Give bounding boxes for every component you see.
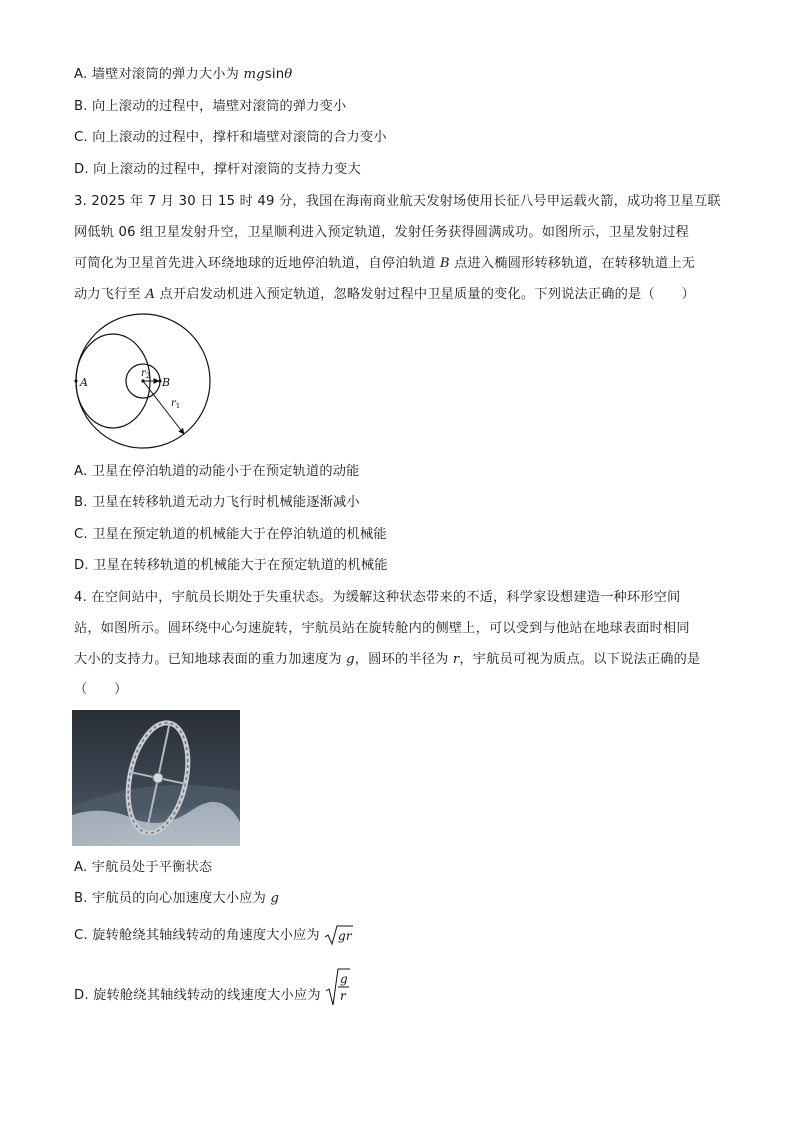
q4-option-b-text: B. 宇航员的向心加速度大小应为 xyxy=(74,891,271,906)
q4-stem-line3-b: ，圆环的半径为 xyxy=(354,652,453,667)
q4-stem-line3-a: 大小的支持力。已知地球表面的重力加速度为 xyxy=(74,652,347,667)
q2-option-a-text: A. 墙壁对滚筒的弹力大小为 xyxy=(74,67,244,82)
label-r2: $r_2$ xyxy=(141,368,151,380)
q4-symbol-g: g xyxy=(346,652,355,667)
q3-stem-line4-b: 点开启发动机进入预定轨道，忽略发射过程中卫星质量的变化。下列说法正确的是（ ） xyxy=(155,287,695,302)
fraction-denominator: r xyxy=(340,989,347,1003)
label-b: B xyxy=(162,376,171,389)
q4-option-b-g: g xyxy=(270,891,280,906)
label-r1: $r_1$ xyxy=(171,398,181,410)
q4-stem-line4: （ ） xyxy=(74,682,128,697)
point-a-dot xyxy=(74,379,77,382)
q3-stem-line3-b: 点进入椭圆形转移轨道，在转移轨道上无 xyxy=(449,256,696,271)
q2-option-a-theta: θ xyxy=(284,67,293,82)
q2-option-b: B. 向上滚动的过程中，墙壁对滚筒的弹力变小 xyxy=(74,99,347,114)
q3-stem-line3-a: 可简化为卫星首先进入环绕地球的近地停泊轨道，自停泊轨道 xyxy=(74,256,440,271)
fraction-numerator: g xyxy=(340,972,349,986)
q4-option-c-text: C. 旋转舱绕其轴线转动的角速度大小应为 xyxy=(74,928,325,943)
q4-option-d-text: D. 旋转舱绕其轴线转动的线速度大小应为 xyxy=(74,988,326,1003)
space-station-image xyxy=(72,710,240,846)
q4-option-c xyxy=(74,924,354,948)
q3-stem-line3 xyxy=(74,254,695,274)
sqrt-g-over-r xyxy=(325,967,351,1007)
q2-option-a xyxy=(74,65,292,85)
q2-option-c: C. 向上滚动的过程中，撑杆和墙壁对滚筒的合力变小 xyxy=(74,130,387,145)
q4-option-a: A. 宇航员处于平衡状态 xyxy=(74,860,213,875)
q3-option-b: B. 卫星在转移轨道无动力飞行时机械能逐渐减小 xyxy=(74,495,360,510)
q3-point-a: A xyxy=(145,287,156,302)
q3-option-d: D. 卫星在转移轨道的机械能大于在预定轨道的机械能 xyxy=(74,558,388,573)
q4-symbol-r: r xyxy=(452,652,460,667)
q4-stem-line3-c: ，宇航员可视为质点。以下说法正确的是 xyxy=(459,652,701,667)
q3-stem-line4-a: 动力飞行至 xyxy=(74,287,146,302)
q3-stem-line4 xyxy=(74,285,695,305)
q4-stem-line2: 站，如图所示。圆环绕中心匀速旋转，宇航员站在旋转舱内的侧壁上，可以受到与他站在地球表面时相同 xyxy=(74,621,690,636)
q4-stem-line1: 4. 在空间站中，宇航员长期处于失重状态。为缓解这种状态带来的不适，科学家设想建造一种环形空间 xyxy=(74,590,681,605)
q3-option-a: A. 卫星在停泊轨道的动能小于在预定轨道的动能 xyxy=(74,464,360,479)
orbit-diagram xyxy=(72,310,214,452)
q3-option-c: C. 卫星在预定轨道的机械能大于在停泊轨道的机械能 xyxy=(74,527,387,542)
q3-point-b: B xyxy=(439,256,450,271)
label-a: A xyxy=(80,376,88,389)
q2-option-d: D. 向上滚动的过程中，撑杆对滚筒的支持力变大 xyxy=(74,162,361,177)
q2-option-a-sin: sin xyxy=(264,67,285,82)
q4-stem-line3 xyxy=(74,650,700,670)
sqrt-gr-radicand: gr xyxy=(338,929,352,943)
q4-option-b xyxy=(74,889,279,909)
q3-stem-line2: 网低轨 06 组卫星发射升空，卫星顺利进入预定轨道，发射任务获得圆满成功。如图所示，卫星发射过程 xyxy=(74,225,690,240)
q3-stem-line1: 3. 2025 年 7 月 30 日 15 时 49 分，我国在海南商业航天发射场使用长征八号甲运载火箭，成功将卫星互联 xyxy=(74,194,721,209)
q4-option-d xyxy=(74,965,351,1005)
q2-option-a-math: mg xyxy=(243,67,265,82)
sqrt-gr xyxy=(324,924,354,946)
